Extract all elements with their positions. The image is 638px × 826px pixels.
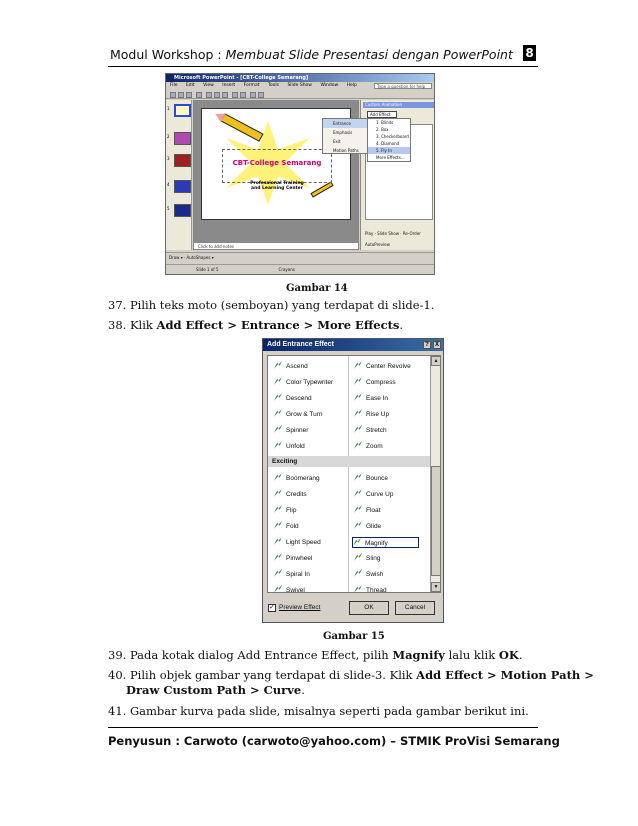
copy-icon[interactable] [214, 92, 220, 98]
slide-number: 3 [167, 156, 170, 161]
slide-thumbnails [166, 100, 192, 250]
effect-swivel[interactable] [274, 585, 305, 593]
step-41: 41. Gambar kurva pada slide, misalnya seperti pada gambar berikut ini. [108, 704, 529, 718]
open-icon[interactable] [178, 92, 184, 98]
effect-icon [354, 505, 362, 513]
slide-thumbnail[interactable] [174, 180, 191, 193]
subtitle-line-2: and Learning Center [251, 186, 303, 191]
table-icon[interactable] [258, 92, 264, 98]
effect-magnify[interactable] [352, 537, 419, 548]
effect-icon [274, 585, 282, 593]
list-row [268, 566, 432, 582]
subtitle-line-1: Professional Training [250, 181, 304, 186]
effect-ease-in[interactable] [354, 393, 388, 404]
header-title [110, 47, 513, 62]
cancel-button[interactable]: Cancel [395, 601, 435, 615]
effect-credits[interactable] [274, 489, 307, 500]
effect-icon [354, 409, 362, 417]
effect-label: Swivel [286, 587, 305, 593]
slide-thumbnail[interactable] [174, 104, 191, 117]
step-38-end: . [399, 318, 404, 332]
menu-item-entrance[interactable]: Entrance [323, 119, 367, 128]
effect-icon [274, 425, 282, 433]
effect-icon [274, 377, 282, 385]
effect-boomerang[interactable] [274, 473, 320, 484]
effect-label: Descend [286, 395, 312, 402]
scroll-up-arrow-icon[interactable]: ▲ [431, 356, 441, 366]
list-row [268, 582, 432, 593]
draw-menu[interactable]: Draw [169, 255, 180, 260]
pencil-image[interactable] [220, 113, 263, 142]
effect-spinner[interactable] [274, 425, 308, 436]
effect-icon [354, 569, 362, 577]
effect-icon [354, 393, 362, 401]
submenu-item[interactable]: 5. Fly In [368, 147, 410, 154]
effect-label: Grow & Turn [286, 411, 323, 418]
menu-item[interactable]: Tools [267, 83, 279, 88]
effect-label: Unfold [286, 443, 305, 450]
effect-label: Pinwheel [286, 555, 313, 562]
effect-label: Sling [366, 555, 381, 562]
effect-glide[interactable] [354, 521, 381, 532]
list-row [268, 518, 432, 534]
submenu-item[interactable]: 1. Blinds [376, 120, 394, 125]
effect-icon [354, 473, 362, 481]
more-effects-item[interactable]: More Effects... [376, 155, 405, 160]
drawing-toolbar: Draw ▾ · AutoShapes ▾ [166, 252, 434, 262]
effect-icon [274, 361, 282, 369]
header-title-italic: Membuat Slide Presentasi dengan PowerPoint [225, 47, 513, 62]
step-40 [108, 668, 594, 683]
effect-icon [274, 473, 282, 481]
list-row [268, 422, 432, 438]
step-39-bold-ok: OK [498, 648, 519, 662]
page-footer: Penyusun : Carwoto (carwoto@yahoo.com) – STMIK ProVisi Semarang [108, 734, 560, 748]
effect-label: Spinner [286, 427, 309, 434]
step-39 [108, 648, 523, 663]
menu-item[interactable]: Window [320, 83, 339, 88]
effect-icon [354, 441, 362, 449]
step-39-mid: lalu klik [444, 648, 499, 662]
step-39-text: 39. Pada kotak dialog Add Entrance Effect, pilih [108, 648, 393, 662]
cut-icon[interactable] [206, 92, 212, 98]
menu-item[interactable]: Help [346, 83, 357, 88]
effect-icon [354, 377, 362, 385]
effect-icon [354, 585, 362, 593]
preview-effect-label: Preview Effect [279, 604, 321, 611]
list-scrollbar[interactable] [430, 356, 440, 592]
undo-icon[interactable] [232, 92, 238, 98]
effect-label: Magnify [365, 540, 388, 547]
step-39-end: . [518, 648, 523, 662]
list-row [268, 534, 432, 550]
effect-label: Glide [366, 523, 382, 530]
effect-curve-up[interactable] [354, 489, 393, 500]
slide-thumbnail[interactable] [174, 154, 191, 167]
play-button[interactable]: Play [365, 231, 374, 236]
effect-label: Center Revolve [366, 363, 411, 370]
effect-label: Ascend [286, 363, 308, 370]
list-row [268, 358, 432, 374]
slide-title: CBT-College Semarang [232, 159, 322, 167]
submenu-item[interactable]: 2. Box [376, 127, 389, 132]
effect-sling[interactable] [354, 553, 380, 564]
header-rule [108, 66, 538, 67]
slide-number: 5 [167, 206, 170, 211]
slide-number: 1 [167, 106, 170, 111]
effect-center-revolve[interactable] [354, 361, 411, 372]
effect-fold[interactable] [274, 521, 299, 532]
slide-subtitle[interactable] [232, 181, 322, 191]
effect-icon [354, 521, 362, 529]
effect-swish[interactable] [354, 569, 383, 580]
menu-item[interactable]: File [170, 83, 178, 88]
category-header: Exciting [268, 456, 432, 467]
menu-item[interactable]: View [203, 83, 214, 88]
task-pane-controls: Play · Slide Show · Re-Order [365, 231, 421, 236]
dialog-title: Add Entrance Effect [263, 339, 443, 351]
step-38-text: 38. Klik [108, 318, 157, 332]
effect-stretch[interactable] [354, 425, 387, 436]
effect-list [267, 355, 441, 593]
list-row [268, 438, 432, 454]
task-pane-title: Custom Animation [363, 102, 435, 108]
menu-item-motion-paths[interactable]: Motion Paths [333, 148, 359, 153]
menu-item[interactable]: Slide Show [287, 83, 312, 88]
list-row [268, 406, 432, 422]
effect-icon [354, 361, 362, 369]
menu-item-emphasis[interactable]: Emphasis [333, 130, 353, 135]
slide-number: 4 [167, 182, 170, 187]
standard-toolbar [166, 90, 434, 99]
step-40-continued [126, 683, 305, 698]
effect-label: Light Speed [286, 539, 321, 546]
effect-rise-up[interactable] [354, 409, 389, 420]
effect-light-speed[interactable] [274, 537, 321, 548]
effect-color-typewriter[interactable] [274, 377, 333, 388]
status-design: Crayons [278, 267, 295, 272]
step-40-end: . [301, 683, 305, 697]
status-bar [166, 264, 434, 274]
effect-zoom[interactable] [354, 441, 383, 452]
effect-pinwheel[interactable] [274, 553, 312, 564]
effect-icon [354, 425, 362, 433]
step-38 [108, 318, 403, 333]
reorder-label[interactable]: Re-Order [402, 231, 421, 236]
effect-icon [354, 553, 362, 561]
add-effect-button[interactable]: Add Effect [367, 111, 397, 118]
slideshow-button[interactable]: Slide Show [377, 231, 399, 236]
figure-caption-14: Gambar 14 [286, 283, 348, 294]
step-40-bold-1: Add Effect > Motion Path > [416, 668, 594, 682]
window-title: Microsoft PowerPoint - [CBT-College Semarang] [166, 74, 434, 82]
slide-number: 2 [167, 134, 170, 139]
effect-grow-turn[interactable] [274, 409, 322, 420]
step-37: 37. Pilih teks moto (semboyan) yang terdapat di slide-1. [108, 298, 435, 312]
effect-descend[interactable] [274, 393, 312, 404]
preview-effect-checkbox[interactable]: ✓ [269, 604, 275, 611]
menu-item-exit[interactable]: Exit [333, 139, 341, 144]
notes-pane[interactable]: Click to add notes [193, 242, 359, 250]
effect-label: Compress [366, 379, 396, 386]
effect-icon [354, 489, 362, 497]
page-header [108, 44, 536, 66]
redo-icon[interactable] [240, 92, 246, 98]
help-button[interactable]: ? [423, 341, 431, 349]
list-row [268, 550, 432, 566]
effect-label: Credits [286, 491, 307, 498]
list-row [268, 470, 432, 486]
effect-spiral-in[interactable] [274, 569, 310, 580]
effect-label: Rise Up [366, 411, 390, 418]
menu-item[interactable]: Format [243, 83, 260, 88]
effect-label: Stretch [366, 427, 387, 434]
list-row [268, 502, 432, 518]
effect-thread[interactable] [354, 585, 387, 593]
effect-icon [274, 489, 282, 497]
ok-button[interactable]: OK [349, 601, 389, 615]
step-40-text: 40. Pilih objek gambar yang terdapat di slide-3. Klik [108, 668, 417, 682]
slide-thumbnail[interactable] [174, 132, 191, 145]
effect-label: Flip [286, 507, 297, 514]
paste-icon[interactable] [222, 92, 228, 98]
effect-label: Fold [286, 523, 299, 530]
effect-label: Color Typewriter [286, 379, 334, 386]
step-40-bold-2: Draw Custom Path > Curve [126, 683, 302, 697]
effect-unfold[interactable] [274, 441, 305, 452]
list-row [268, 374, 432, 390]
effect-label: Zoom [366, 443, 383, 450]
print-icon[interactable] [196, 92, 202, 98]
effect-label: Float [366, 507, 381, 514]
autoshapes-menu[interactable]: AutoShapes [186, 255, 211, 260]
effect-label: Bounce [366, 475, 389, 482]
effect-bounce[interactable] [354, 473, 388, 484]
powerpoint-screenshot [165, 73, 435, 275]
step-38-bold: Add Effect > Entrance > More Effects [156, 318, 400, 332]
list-row [268, 390, 432, 406]
submenu-item[interactable]: 3. Checkerboard [376, 134, 409, 139]
effect-label: Curve Up [366, 491, 394, 498]
effect-label: Boomerang [286, 475, 320, 482]
effect-icon [274, 521, 282, 529]
effect-compress[interactable] [354, 377, 396, 388]
effect-icon [274, 441, 282, 449]
effect-icon [274, 393, 282, 401]
slide-thumbnail[interactable] [174, 204, 191, 217]
page-number: 8 [523, 45, 536, 61]
effect-ascend[interactable] [274, 361, 308, 372]
step-39-bold-magnify: Magnify [392, 648, 445, 662]
effect-icon [274, 409, 282, 417]
help-search-box[interactable]: Type a question for help [374, 83, 432, 89]
add-effect-menu [322, 118, 368, 154]
list-row [268, 486, 432, 502]
figure-caption-15: Gambar 15 [323, 631, 385, 642]
status-slide: Slide 1 of 5 [196, 267, 219, 272]
entrance-submenu [367, 118, 411, 162]
scroll-down-arrow-icon[interactable]: ▼ [431, 582, 441, 592]
effect-icon [274, 553, 282, 561]
effect-label: Ease In [366, 395, 389, 402]
menu-item[interactable]: Insert [222, 83, 236, 88]
submenu-item[interactable]: 4. Diamond [376, 141, 400, 146]
effect-icon [274, 505, 282, 513]
effect-label: Spiral In [286, 571, 310, 578]
new-icon[interactable] [170, 92, 176, 98]
menu-item[interactable]: Edit [185, 83, 195, 88]
add-entrance-effect-dialog [262, 338, 444, 623]
scrollbar-thumb[interactable] [431, 466, 441, 576]
effect-icon [274, 537, 282, 545]
effect-icon [353, 538, 361, 546]
effect-icon [274, 569, 282, 577]
save-icon[interactable] [186, 92, 192, 98]
effect-flip[interactable] [274, 505, 296, 516]
effect-label: Thread [366, 587, 387, 593]
autopreview-checkbox[interactable]: AutoPreview [365, 242, 390, 247]
close-button[interactable]: X [434, 342, 439, 348]
effect-label: Swish [366, 571, 384, 578]
effect-float[interactable] [354, 505, 380, 516]
footer-rule [108, 727, 538, 728]
header-title-plain: Modul Workshop : [110, 47, 226, 62]
chart-icon[interactable] [250, 92, 256, 98]
